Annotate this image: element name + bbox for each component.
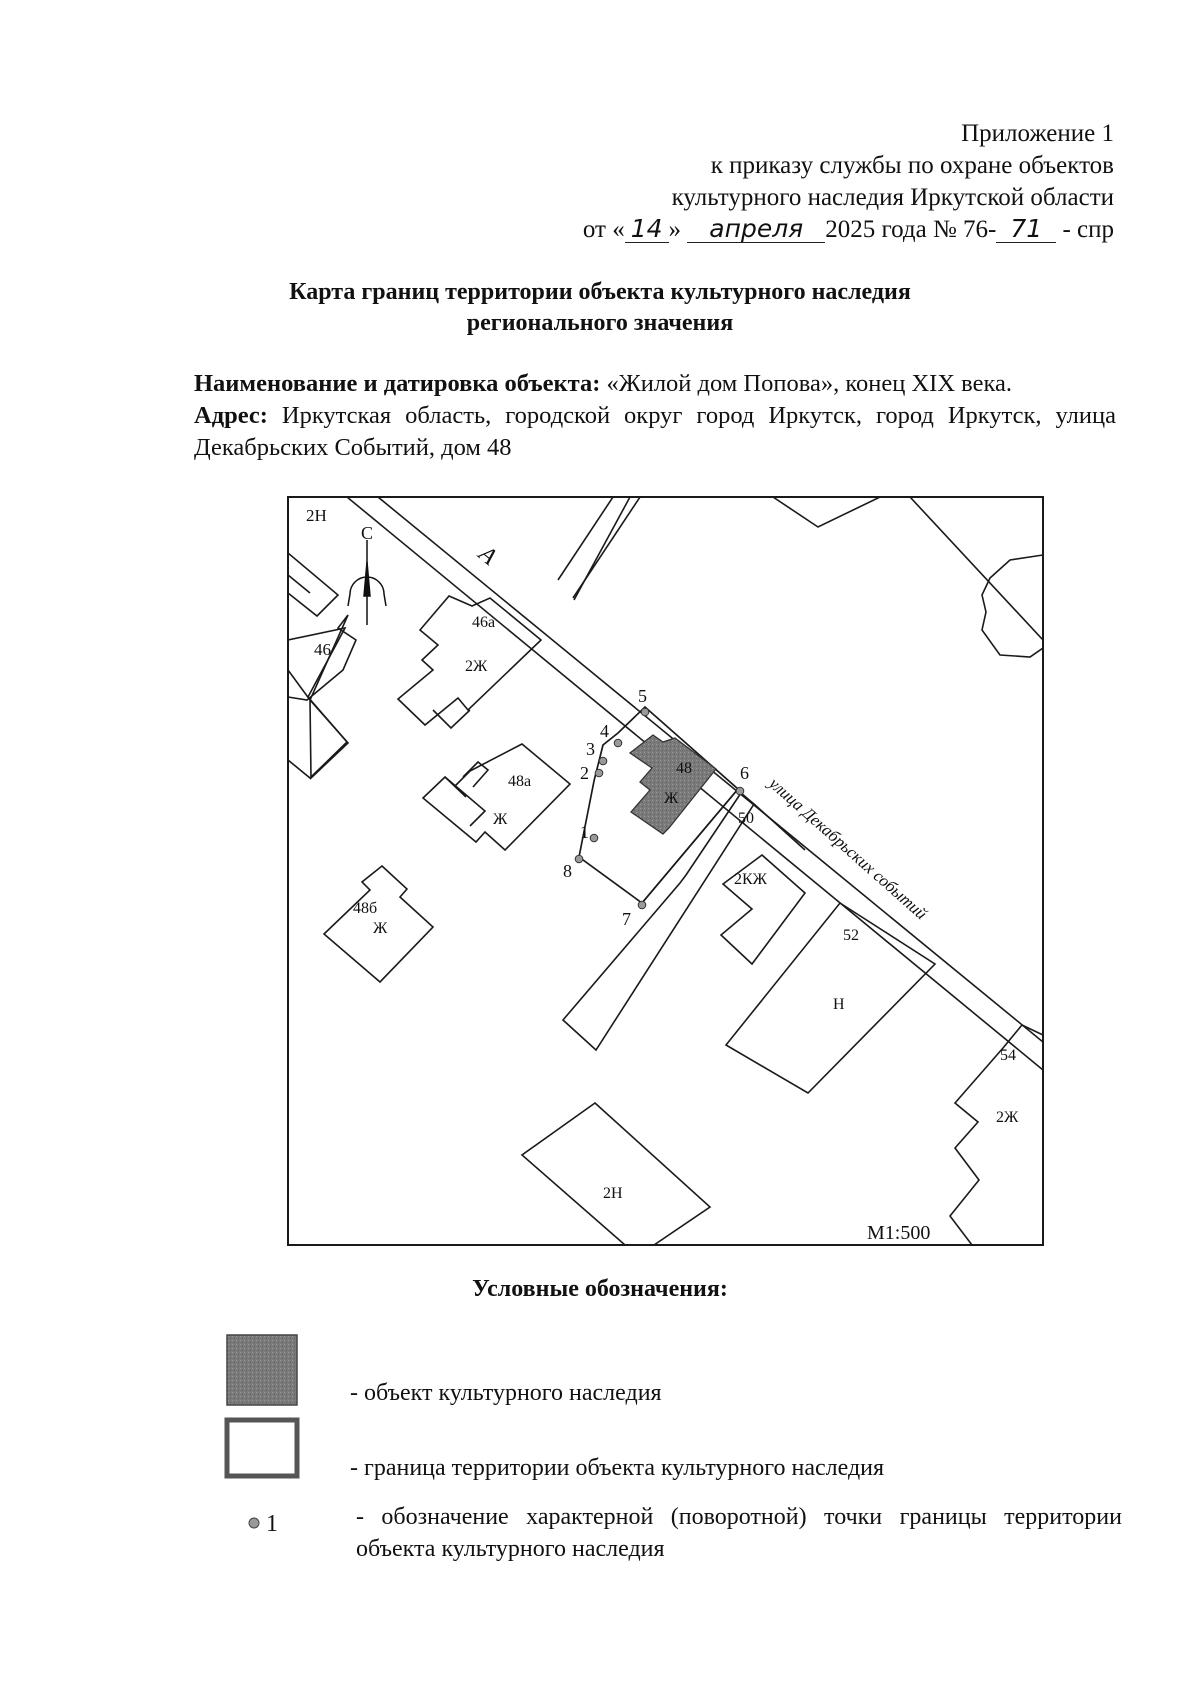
point-label-1: 1 [580,822,589,842]
label-52: 52 [843,927,859,944]
header-line1: Приложение 1 [961,120,1114,147]
north-label: С [361,523,374,543]
object-address-label: Адрес: [194,402,268,429]
title-line2: регионального значения [466,310,734,336]
legend-item-point: - обозначение характерной (поворотной) точки границы территории объекта культурного наследия [356,1504,1122,1562]
legend-item-object: - объект культурного наследия [350,1380,662,1406]
legend-point-number: 1 [266,1511,278,1537]
building-2n-top-b [288,575,310,593]
label-48: 48 [676,760,692,777]
turning-point-1 [590,834,598,842]
road-label: А [473,540,502,571]
label-2n-top: 2Н [306,506,327,525]
label-2kzh: 2КЖ [734,871,768,888]
year-text: 2025 года № 76- [825,216,997,243]
building-2n-bottom [522,1103,710,1245]
legend-point-icon [249,1518,259,1528]
legend-boundary-swatch [227,1420,297,1476]
date-quote: » [668,216,682,243]
label-48b: 48б [353,900,378,917]
point-label-4: 4 [600,721,609,741]
order-suffix: - спр [1056,216,1114,243]
point-label-8: 8 [563,861,572,881]
point-label-2: 2 [580,763,589,783]
label-zh-48a: Ж [493,811,508,828]
building-48a-inner [445,777,485,826]
tree-outline [982,555,1043,657]
label-48a: 48а [508,773,532,790]
building-48a [423,744,570,850]
building-52 [726,903,935,1093]
turning-point-8 [575,855,583,863]
object-name-value: «Жилой дом Попова», конец XIX века. [600,370,1012,397]
turning-point-5 [641,708,649,716]
date-prefix: от « [582,216,625,243]
label-n-52: Н [833,996,845,1013]
label-zh-48: Ж [664,790,679,807]
label-2n-bottom: 2Н [603,1185,623,1202]
building-top-right [773,497,880,527]
handwritten-day: 14 [625,216,669,243]
label-50: 50 [738,810,754,827]
label-zh-48b: Ж [373,920,388,937]
street-label: улица Декабрьских событий [765,773,931,924]
object-address-value: Иркутская область, городской округ город Иркутск, город Иркутск, улица Декабрьских Событий, дом 48 [194,402,1116,461]
legend-item-boundary: - граница территории объекта культурного наследия [350,1455,885,1481]
label-54: 54 [1000,1047,1016,1064]
header-line2: к приказу службы по охране объектов [710,152,1114,179]
point-label-3: 3 [586,739,595,759]
handwritten-month: апреля [687,216,825,243]
map-frame [288,497,1043,1245]
legend-object-swatch [227,1335,297,1405]
label-46a: 46а [472,614,496,631]
point-label-7: 7 [622,909,631,929]
heritage-object-48 [630,735,716,834]
header-line3: культурного наследия Иркутской области [671,184,1114,211]
point-label-5: 5 [638,686,647,706]
title-line1: Карта границ территории объекта культурного наследия [289,279,911,305]
turning-point-2 [595,769,603,777]
handwritten-order-number: 71 [996,216,1056,243]
turning-point-3 [599,757,607,765]
label-2zh-54: 2Ж [996,1109,1019,1126]
building-46a-ext [433,710,470,728]
object-name-label: Наименование и датировка объекта: [194,370,601,397]
north-arrow-icon [348,540,386,625]
turning-point-4 [614,739,622,747]
scale-label: М1:500 [867,1222,931,1244]
legend-title: Условные обозначения: [472,1276,728,1302]
label-46: 46 [314,640,331,659]
plot-line-right [910,497,1043,640]
plot-boundary-top-2 [558,497,613,580]
turning-point-7 [638,901,646,909]
label-2zh-46a: 2Ж [465,658,488,675]
turning-point-6 [736,787,744,795]
building-2n-top [288,553,338,616]
point-label-6: 6 [740,763,749,783]
plot-boundary-north [573,497,640,598]
